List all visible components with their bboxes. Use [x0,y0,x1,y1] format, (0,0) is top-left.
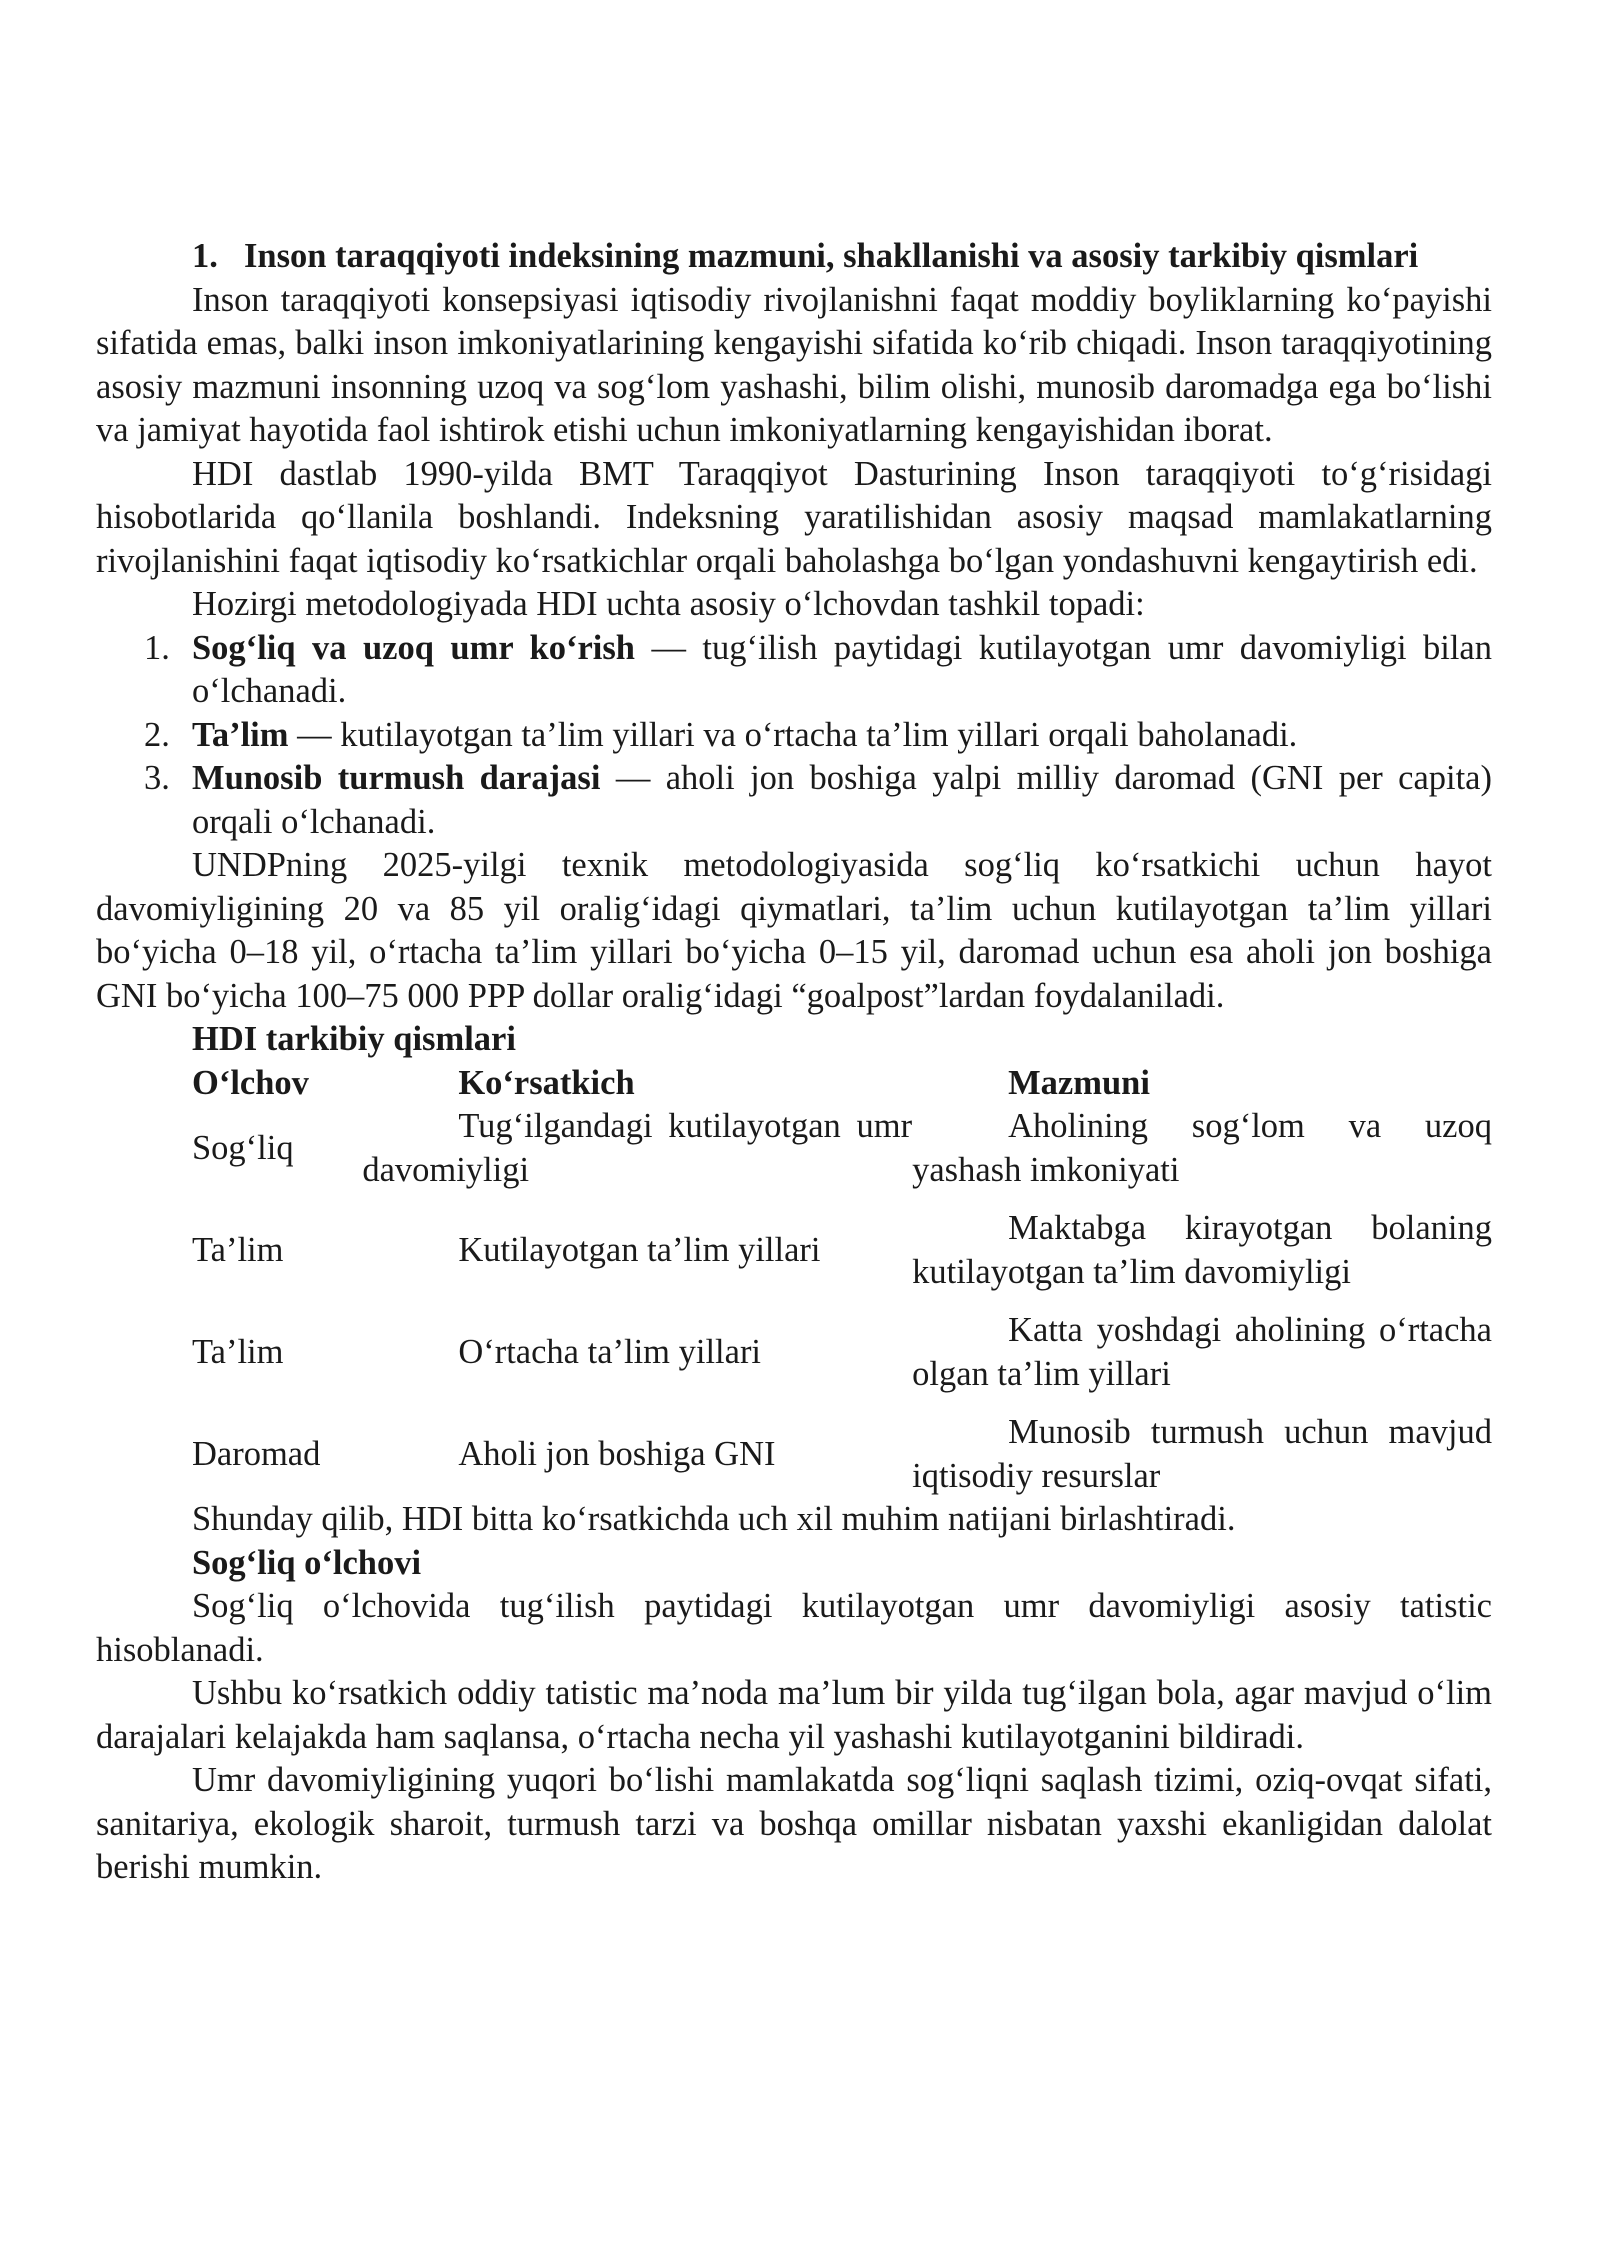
table-cell: Ta’lim [192,1230,284,1269]
paragraph-dimensions-intro: Hozirgi metodologiyada HDI uchta asosiy o‘lchovdan tashkil topadi: [192,585,1145,623]
document-page [96,235,1492,1890]
table-cell [912,1207,1492,1309]
list-item [96,757,1492,844]
table-cell [912,1105,1492,1207]
table-cell [362,1105,912,1207]
table-cell: Sog‘liq [192,1128,294,1167]
section-heading [96,235,1492,279]
table-title: HDI tarkibiy qismlari [192,1020,516,1058]
table-cell: Kutilayotgan ta’lim yillari [458,1230,821,1269]
list-description: — aholi jon boshiga yalpi milliy daromad (GNI per capita) orqali o‘lchanadi. [192,759,1492,841]
heading-text: Inson taraqqiyoti indeksining mazmuni, shakllanishi va asosiy tarkibiy qismlari [244,237,1419,275]
table-row [96,1105,1492,1207]
paragraph-goalposts: UNDPning 2025-yilgi texnik metodologiyasida sog‘liq ko‘rsatkichi uchun hayot davomiyligining 20 va 85 yil oralig‘idagi qiymatlari, ta’lim uchun kutilayotgan ta’lim yillari bo‘yicha 0–18 yil, o‘rtacha ta’lim yillari bo‘yicha 0–15 yil, daromad uchun esa aholi jon boshiga GNI bo‘yicha 100–75 000 PPP dollar oralig‘idagi “goalpost”lardan foydalaniladi. [96,846,1492,1015]
table-cell [912,1309,1492,1411]
table-cell-text: Aholining sog‘lom va uzoq yashash imkoniyati [912,1107,1492,1189]
table-header-row [96,1062,1492,1106]
list-number: 1. [144,628,170,667]
table-cell-text: Tug‘ilgandagi kutilayotgan umr davomiyligi [362,1107,913,1189]
list-text [192,757,1492,844]
table-row [96,1411,1492,1498]
paragraph-health-2: Ushbu ko‘rsatkich oddiy tatistic ma’noda ma’lum bir yilda tug‘ilgan bola, agar mavjud o‘lim darajalari kelajakda ham saqlansa, o‘rtacha necha yil yashashi kutilayotganini bildiradi. [96,1674,1492,1756]
paragraph-history: HDI dastlab 1990-yilda BMT Taraqqiyot Dasturining Inson taraqqiyoti to‘g‘risidagi hisobotlarida qo‘llanila boshlandi. Indeksning yaratilishidan asosiy maqsad mamlakatlarning rivojlanishini faqat iqtisodiy ko‘rsatkichlar orqali baholashga bo‘lgan yondashuvni kengaytirish edi. [96,454,1492,580]
subheading-health: Sog‘liq o‘lchovi [192,1543,422,1582]
table-header: Ko‘rsatkich [458,1063,635,1102]
list-bold-term: Sog‘liq va uzoq umr ko‘rish [192,628,635,667]
list-text [192,714,1492,758]
table-cell: Daromad [192,1434,321,1473]
paragraph-health-3: Umr davomiyligining yuqori bo‘lishi mamlakatda sog‘liqni saqlash tizimi, oziq-ovqat sifati, sanitariya, ekologik sharoit, turmush tarzi va boshqa omillar nisbatan yaxshi ekanligidan dalolat berishi mumkin. [96,1761,1492,1886]
paragraph-summary: Shunday qilib, HDI bitta ko‘rsatkichda uch xil muhim natijani birlashtiradi. [192,1500,1236,1538]
table-cell: O‘rtacha ta’lim yillari [458,1332,762,1371]
list-item [96,627,1492,714]
table-cell-text: Munosib turmush uchun mavjud iqtisodiy resurslar [912,1413,1492,1495]
table-cell-text: Maktabga kirayotgan bolaning kutilayotgan ta’lim davomiyligi [912,1209,1492,1291]
table-cell: Ta’lim [192,1332,284,1371]
table-cell [912,1411,1492,1498]
table-header: O‘lchov [192,1063,309,1102]
table-header: Mazmuni [1008,1063,1150,1102]
list-text [192,627,1492,714]
table-cell: Aholi jon boshiga GNI [458,1434,776,1473]
list-number: 2. [144,715,170,754]
paragraph-concept: Inson taraqqiyoti konsepsiyasi iqtisodiy rivojlanishni faqat moddiy boyliklarning ko‘payishi sifatida emas, balki inson imkoniyatlarining kengayishi sifatida ko‘rib chiqadi. Inson taraqqiyotining asosiy mazmuni insonning uzoq va sog‘lom yashashi, bilim olishi, munosib daromadga ega bo‘lishi va jamiyat hayotida faol ishtirok etishi uchun imkoniyatlarning kengayishidan iborat. [96,280,1492,449]
list-number: 3. [144,759,170,797]
list-item [96,714,1492,758]
paragraph-health-1: Sog‘liq o‘lchovida tug‘ilish paytidagi kutilayotgan umr davomiyligi asosiy tatistic hisoblanadi. [96,1587,1492,1669]
list-description: — kutilayotgan ta’lim yillari va o‘rtacha ta’lim yillari orqali baholanadi. [288,715,1298,754]
table-row [96,1207,1492,1309]
list-bold-term: Munosib turmush darajasi [192,759,601,797]
list-bold-term: Ta’lim [192,715,289,754]
table-row [96,1309,1492,1411]
table-cell-text: Katta yoshdagi aholining o‘rtacha olgan ta’lim yillari [912,1311,1492,1393]
dimensions-list [96,627,1492,845]
list-description: — tug‘ilish paytidagi kutilayotgan umr davomiyligi bilan o‘lchanadi. [192,628,1492,710]
hdi-components-table [96,1062,1492,1499]
heading-number: 1. [192,237,218,275]
